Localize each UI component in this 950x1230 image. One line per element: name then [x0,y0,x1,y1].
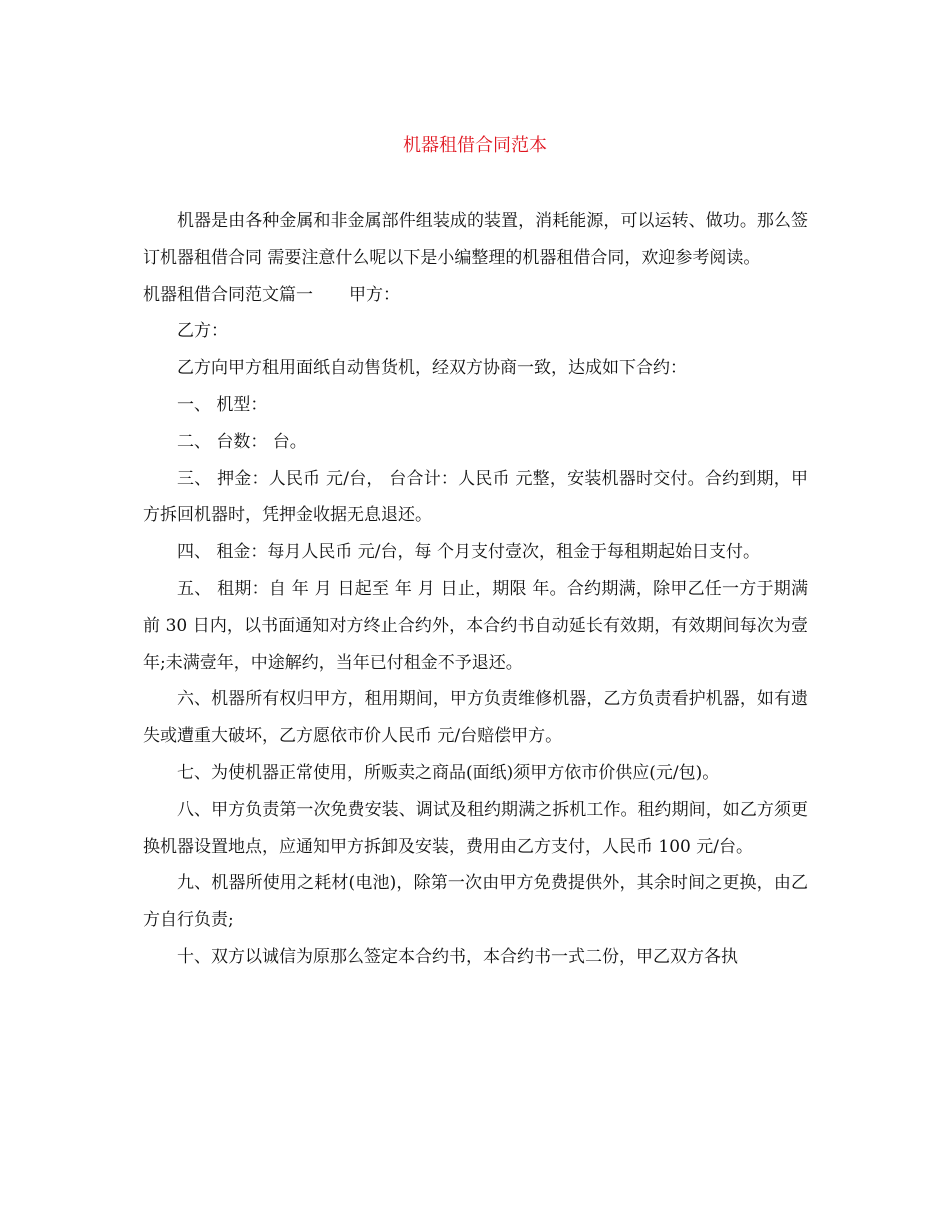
clause-3: 三、 押金：人民币 元/台， 台合计：人民币 元整，安装机器时交付。合约到期，甲方拆回机器时，凭押金收据无息退还。 [143,468,808,526]
clause-7: 七、为使机器正常使用，所贩卖之商品(面纸)须甲方依市价供应(元/包)。 [177,762,720,783]
section-heading: 机器租借合同范文篇一 [143,284,313,305]
clause-1: 一、 机型： [177,394,268,415]
party-a-label: 甲方： [349,284,400,305]
preamble-paragraph: 乙方向甲方租用面纸自动售货机，经双方协商一致，达成如下合约： [177,358,687,379]
clause-6: 六、机器所有权归甲方，租用期间，甲方负责维修机器，乙方负责看护机器，如有遗失或遭重大破坏，乙方愿依市价人民币 元/台赔偿甲方。 [143,689,808,747]
intro-paragraph: 机器是由各种金属和非金属部件组装成的装置，消耗能源，可以运转、做功。那么签订机器租借合同 需要注意什么呢以下是小编整理的机器租借合同，欢迎参考阅读。 [143,211,808,268]
clause-10: 十、双方以诚信为原那么签定本合约书，本合约书一式二份，甲乙双方各执 [177,946,738,967]
clause-9: 九、机器所使用之耗材(电池)，除第一次由甲方免费提供外，其余时间之更换，由乙方自行负责; [143,873,808,931]
party-b-label: 乙方： [177,321,228,342]
document-title: 机器租借合同范本 [403,135,547,156]
document-body [143,203,808,976]
clause-2: 二、 台数： 台。 [177,431,307,452]
clause-5: 五、 租期：自 年 月 日起至 年 月 日止，期限 年。合约期满，除甲乙任一方于期满前 30 日内，以书面通知对方终止合约外，本合约书自动延长有效期，有效期间每次为壹年;未满壹年，中途解约，当年已付租金不予退还。 [143,578,808,673]
section-heading-line [143,277,808,314]
clause-4: 四、 租金：每月人民币 元/台，每 个月支付壹次，租金于每租期起始日支付。 [177,542,760,563]
clause-8: 八、甲方负责第一次免费安装、调试及租约期满之拆机工作。租约期间，如乙方须更换机器设置地点，应通知甲方拆卸及安装，费用由乙方支付，人民币 100 元/台。 [143,799,808,857]
